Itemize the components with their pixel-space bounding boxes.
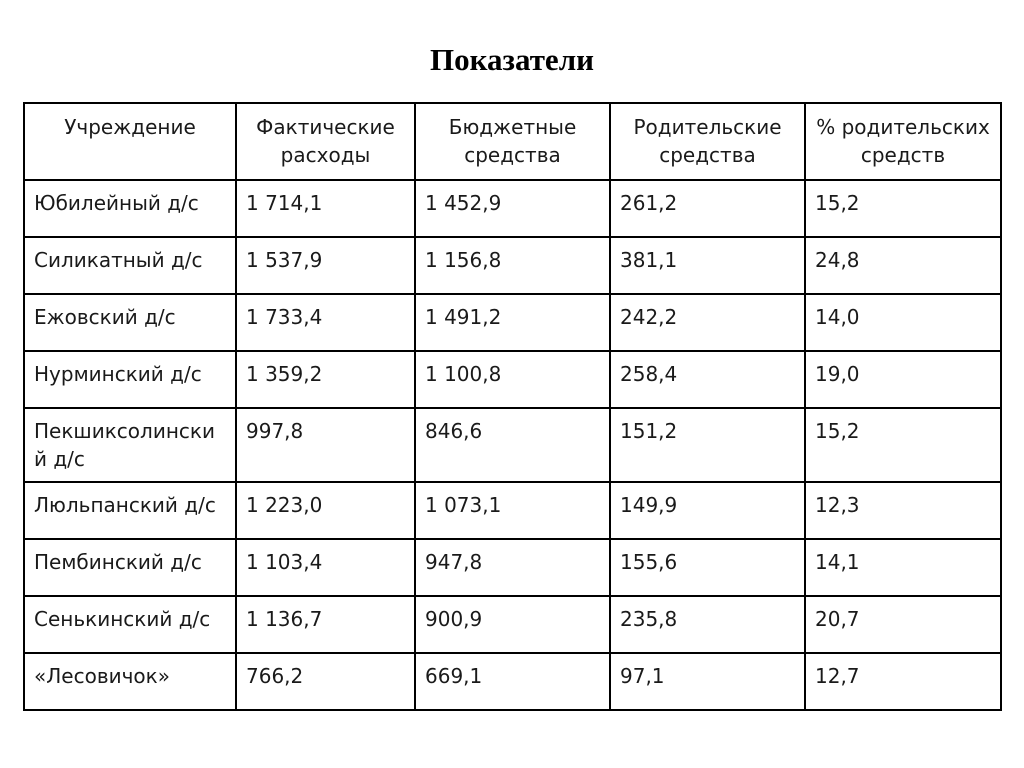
cell-budget-funds: 1 073,1 — [415, 482, 610, 539]
cell-budget-funds: 900,9 — [415, 596, 610, 653]
cell-parental-percent: 14,1 — [805, 539, 1001, 596]
table-row — [24, 653, 1001, 710]
cell-institution: Нурминский д/с — [24, 351, 236, 408]
cell-parental-funds: 258,4 — [610, 351, 805, 408]
cell-institution: Люльпанский д/с — [24, 482, 236, 539]
cell-actual-expenses: 1 223,0 — [236, 482, 415, 539]
page-title: Показатели — [430, 42, 594, 77]
cell-parental-funds: 235,8 — [610, 596, 805, 653]
cell-parental-funds: 97,1 — [610, 653, 805, 710]
table-row — [24, 408, 1001, 482]
cell-parental-percent: 19,0 — [805, 351, 1001, 408]
cell-actual-expenses: 766,2 — [236, 653, 415, 710]
cell-parental-funds: 151,2 — [610, 408, 805, 482]
cell-parental-percent: 20,7 — [805, 596, 1001, 653]
cell-budget-funds: 669,1 — [415, 653, 610, 710]
cell-parental-funds: 242,2 — [610, 294, 805, 351]
header-actual-expenses: Фактические расходы — [236, 103, 415, 180]
cell-budget-funds: 1 100,8 — [415, 351, 610, 408]
cell-actual-expenses: 1 103,4 — [236, 539, 415, 596]
table-row — [24, 237, 1001, 294]
cell-actual-expenses: 1 136,7 — [236, 596, 415, 653]
cell-budget-funds: 947,8 — [415, 539, 610, 596]
table-row — [24, 180, 1001, 237]
cell-parental-percent: 15,2 — [805, 180, 1001, 237]
cell-actual-expenses: 1 537,9 — [236, 237, 415, 294]
table-row — [24, 351, 1001, 408]
indicators-table — [23, 102, 1002, 711]
cell-actual-expenses: 1 733,4 — [236, 294, 415, 351]
header-institution: Учреждение — [24, 103, 236, 180]
table-row — [24, 539, 1001, 596]
header-parental-percent: % родительских средств — [805, 103, 1001, 180]
cell-actual-expenses: 1 714,1 — [236, 180, 415, 237]
cell-institution: Силикатный д/с — [24, 237, 236, 294]
cell-budget-funds: 1 452,9 — [415, 180, 610, 237]
cell-parental-percent: 14,0 — [805, 294, 1001, 351]
cell-actual-expenses: 1 359,2 — [236, 351, 415, 408]
cell-parental-percent: 12,7 — [805, 653, 1001, 710]
cell-actual-expenses: 997,8 — [236, 408, 415, 482]
cell-parental-funds: 261,2 — [610, 180, 805, 237]
cell-institution: Юбилейный д/с — [24, 180, 236, 237]
table-row — [24, 294, 1001, 351]
cell-budget-funds: 846,6 — [415, 408, 610, 482]
cell-institution: «Лесовичок» — [24, 653, 236, 710]
header-budget-funds: Бюджетные средства — [415, 103, 610, 180]
cell-parental-funds: 155,6 — [610, 539, 805, 596]
cell-budget-funds: 1 491,2 — [415, 294, 610, 351]
table-row — [24, 482, 1001, 539]
cell-parental-funds: 149,9 — [610, 482, 805, 539]
cell-parental-percent: 24,8 — [805, 237, 1001, 294]
table-header-row — [24, 103, 1001, 180]
cell-institution: Сенькинский д/с — [24, 596, 236, 653]
cell-institution: Пембинский д/с — [24, 539, 236, 596]
header-parental-funds: Родительские средства — [610, 103, 805, 180]
cell-institution: Ежовский д/с — [24, 294, 236, 351]
cell-parental-percent: 12,3 — [805, 482, 1001, 539]
cell-parental-percent: 15,2 — [805, 408, 1001, 482]
cell-budget-funds: 1 156,8 — [415, 237, 610, 294]
cell-institution: Пекшиксолинский д/с — [24, 408, 236, 482]
table-row — [24, 596, 1001, 653]
cell-parental-funds: 381,1 — [610, 237, 805, 294]
